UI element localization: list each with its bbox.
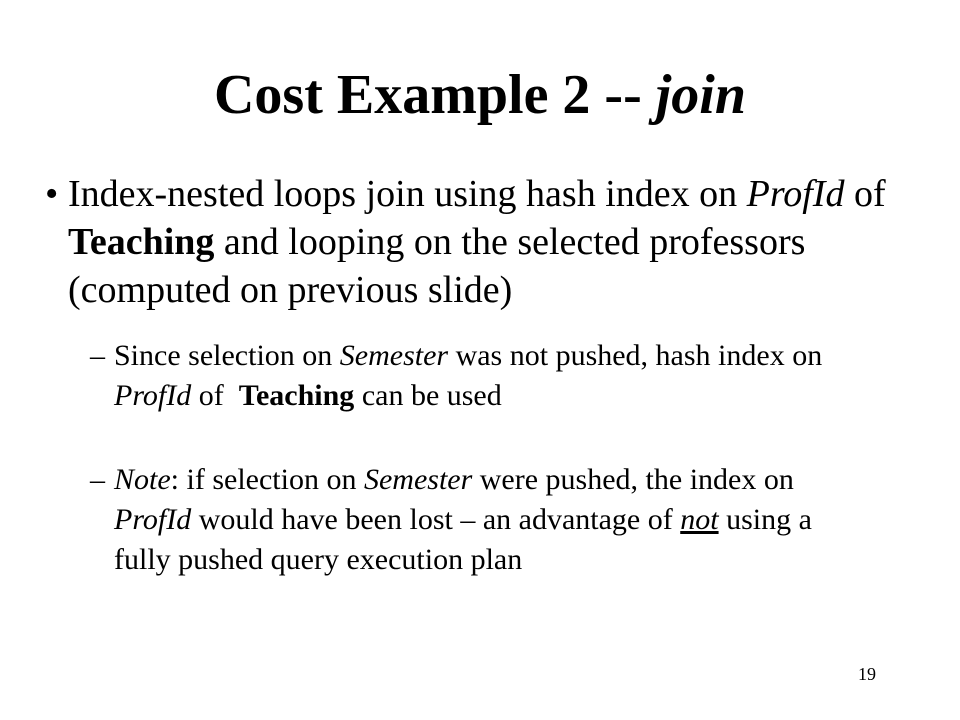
sub-italic-semester: Semester — [363, 463, 473, 496]
bullet-marker: • — [45, 173, 59, 215]
dash-marker: – — [90, 463, 105, 496]
sub-text-part: were pushed, the index on — [472, 463, 794, 496]
sub-bullet-1 — [90, 336, 870, 416]
sub-italic-semester: Semester — [339, 339, 449, 372]
sub-text-part: : if selection on — [170, 463, 364, 496]
sub-italic-profid: ProfId — [114, 503, 192, 536]
title-text: Cost Example 2 -- — [213, 64, 656, 126]
bullet-text-part: and looping on the selected professors (computed on previous slide) — [68, 221, 806, 311]
bullet-text-part: Index-nested loops join using hash index on — [68, 173, 747, 215]
bullet-bold-teaching: Teaching — [68, 221, 215, 263]
title-italic-join: join — [655, 64, 746, 126]
bullet-italic-profid: ProfId — [746, 173, 845, 215]
sub-text-part: using a fully pushed query execution plan — [114, 503, 812, 576]
sub-italic-profid: ProfId — [114, 379, 192, 412]
sub-underline-not: not — [680, 503, 719, 536]
sub-text-part: can be used — [354, 379, 502, 412]
sub-text-part: was not pushed, hash index on — [448, 339, 823, 372]
sub-text-part: would have been lost – an advantage of — [191, 503, 681, 536]
bullet-text-part: of — [844, 173, 886, 215]
sub-bold-teaching: Teaching — [238, 379, 355, 412]
sub-bullet-2 — [90, 460, 870, 580]
main-bullet — [45, 170, 925, 314]
main-bullet-text — [68, 170, 925, 314]
sub-italic-note: Note — [114, 463, 171, 496]
sub-bullet-1-text — [114, 336, 870, 416]
sub-text-part: of — [191, 379, 239, 412]
sub-text-part: Since selection on — [114, 339, 340, 372]
dash-marker: – — [90, 339, 105, 372]
slide-title — [0, 62, 960, 129]
page-number: 19 — [858, 664, 876, 684]
sub-bullet-2-text — [114, 460, 870, 580]
